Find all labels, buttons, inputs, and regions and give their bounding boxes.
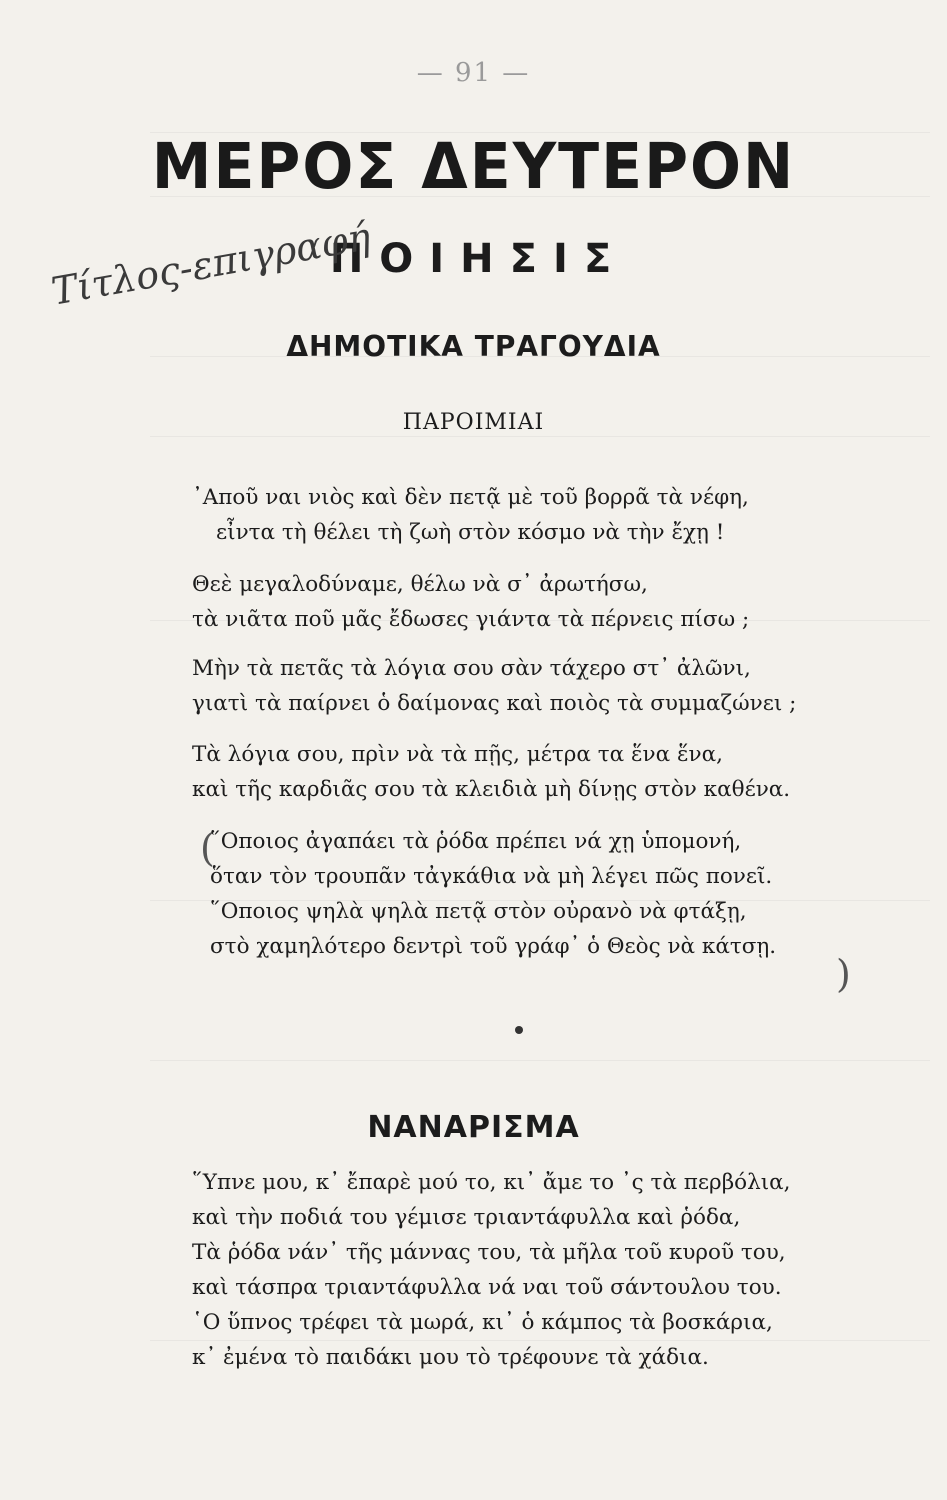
verse-line: Μὴν τὰ πετᾶς τὰ λόγια σου σὰν τάχερο στ᾿ ἀλῶνι,: [192, 656, 751, 681]
verse-line: ὅταν τὸν τρουπᾶν τἀγκάθια νὰ μὴ λέγει πῶς πονεῖ.: [210, 864, 773, 889]
part-title: ΜΕΡΟΣ ΔΕΥΤΕΡΟΝ: [151, 130, 796, 204]
verse-block: [192, 480, 892, 550]
verse-line: καὶ τὴν ποδιά του γέμισε τριαντάφυλλα καὶ ῥόδα,: [192, 1205, 741, 1230]
ink-bracket-mark: (: [200, 826, 215, 870]
verse-block: [192, 1165, 892, 1375]
handwritten-note: Τίτλος-επιγραφή: [48, 214, 374, 314]
verse-line: ῞Οποιος ψηλὰ ψηλὰ πετᾷ στὸν οὐρανὸ νὰ φτάξῃ,: [210, 899, 747, 924]
verse-block: [192, 567, 892, 637]
verse-line: Θεὲ μεγαλοδύναμε, θέλω νὰ σ᾿ ἀρωτήσω,: [192, 572, 648, 597]
ink-bracket-mark: ): [836, 952, 851, 996]
verse-line: ῞Οποιος ἀγαπάει τὰ ῥόδα πρέπει νά χῃ ὑπομονή,: [210, 829, 742, 854]
verse-line: καὶ τάσπρα τριαντάφυλλα νά ναι τοῦ σάντουλου του.: [192, 1275, 782, 1300]
page-number: — 91 —: [416, 58, 531, 88]
verse-line: ῾Ο ὕπνος τρέφει τὰ μωρά, κι᾿ ὁ κάμπος τὰ βοσκάρια,: [192, 1310, 773, 1335]
verse-line: στὸ χαμηλότερο δεντρὶ τοῦ γράφ᾿ ὁ Θεὸς νὰ κάτσῃ.: [210, 934, 777, 959]
section-heading-nanarisma: ΝΑΝΑΡΙΣΜΑ: [367, 1110, 580, 1145]
verse-block: [192, 737, 892, 807]
verse-line: γιατὶ τὰ παίρνει ὁ δαίμονας καὶ ποιὸς τὰ συμμαζώνει ;: [192, 691, 797, 716]
verse-line: Τὰ ῥόδα νάν᾿ τῆς μάννας του, τὰ μῆλα τοῦ κυροῦ του,: [192, 1240, 786, 1265]
verse-line: εἶντα τὴ θέλει τὴ ζωὴ στὸν κόσμο νὰ τὴν ἔχῃ !: [216, 520, 725, 545]
section-heading-paroimiai: ΠΑΡΟΙΜΙΑΙ: [402, 410, 545, 435]
verse-block: [192, 824, 892, 964]
subtitle: ΠΟΙΗΣΙΣ: [329, 236, 628, 282]
verse-line: τὰ νιᾶτα ποῦ μᾶς ἔδωσες γιάντα τὰ πέρνεις πίσω ;: [192, 607, 750, 632]
section-heading-demotika: ΔΗΜΟΤΙΚΑ ΤΡΑΓΟΥΔΙΑ: [286, 330, 661, 363]
bleed-line: [150, 436, 930, 437]
verse-line: καὶ τῆς καρδιᾶς σου τὰ κλειδιὰ μὴ δίνῃς στὸν καθένα.: [192, 777, 791, 802]
verse-block: [192, 651, 892, 721]
verse-line: κ᾿ ἐμένα τὸ παιδάκι μου τὸ τρέφουνε τὰ χάδια.: [192, 1345, 709, 1370]
bleed-line: [150, 1060, 930, 1061]
verse-line: ῞Υπνε μου, κ᾿ ἔπαρὲ μού το, κι᾿ ἄμε το ᾿ς τὰ περβόλια,: [192, 1170, 791, 1195]
ink-dot: [515, 1026, 523, 1034]
verse-line: ᾿Αποῦ ναι νιὸς καὶ δὲν πετᾷ μὲ τοῦ βορρᾶ τὰ νέφη,: [192, 485, 749, 510]
verse-line: Τὰ λόγια σου, πρὶν νὰ τὰ πῇς, μέτρα τα ἕνα ἕνα,: [192, 742, 723, 767]
